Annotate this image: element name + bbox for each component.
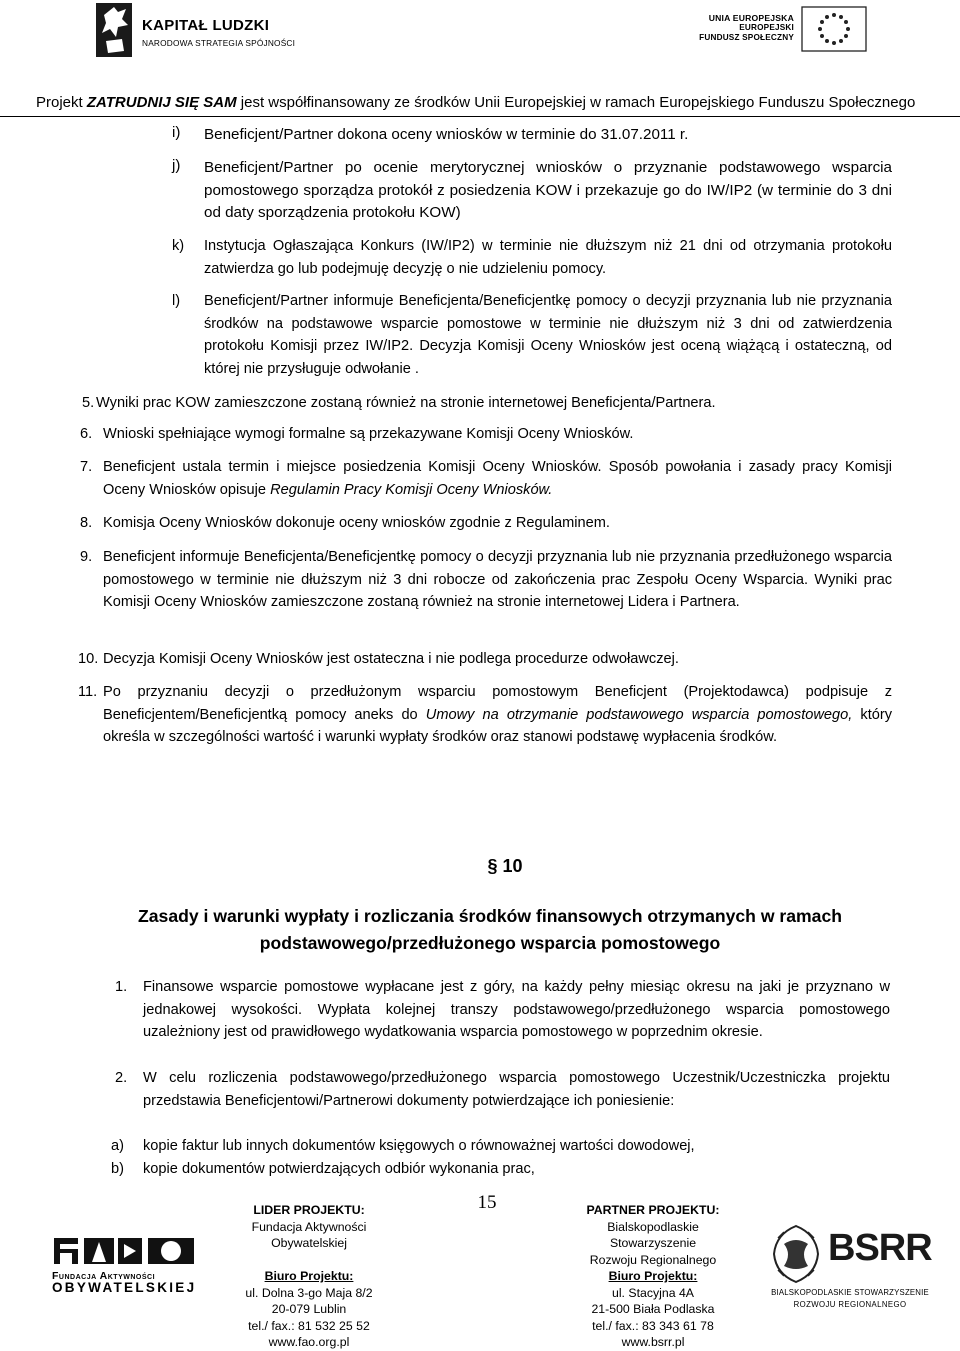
- fao-logo-line1: Fundacja Aktywności: [52, 1270, 156, 1282]
- list-label: 10.: [78, 651, 99, 667]
- list-text: Beneficjent/Partner po ocenie merytorycznej wniosków o przyznanie podstawowego wsparcia pomostowego sporządza protokół z posiedzenia KOW i przekazuje go do IW/IP2 (w terminie do 3 dni od daty sporządzenia protokołu KOW): [204, 159, 892, 222]
- partner-heading: PARTNER PROJEKTU:: [586, 1203, 720, 1217]
- fao-logo-mark-icon: [52, 1234, 198, 1268]
- partner-name2: Stowarzyszenie: [609, 1236, 697, 1250]
- list-text: kopie dokumentów potwierdzających odbiór wykonania prac,: [143, 1161, 535, 1177]
- list-text: Komisja Oceny Wniosków dokonuje oceny wniosków zgodnie z Regulaminem.: [103, 515, 610, 531]
- list-label: 5.: [82, 395, 95, 411]
- item11-text-b: który określa w szczególności wartość i warunki wypłaty środków oraz stanowi podstawę wypłacenia środków.: [103, 706, 893, 746]
- leader-heading: LIDER PROJEKTU:: [253, 1203, 365, 1217]
- eu-flag-icon: [801, 6, 867, 52]
- list-label: 6.: [80, 426, 93, 442]
- list-label: i): [172, 124, 181, 141]
- bsrr-line2: ROZWOJU REGIONALNEGO: [793, 1300, 907, 1309]
- list-text: Decyzja Komisji Oceny Wniosków jest ostateczna i nie podlega procedurze odwoławczej.: [103, 651, 679, 667]
- list-text: Wnioski spełniające wymogi formalne są przekazywane Komisji Oceny Wniosków.: [103, 426, 634, 442]
- list-label: k): [172, 238, 185, 254]
- leader-name2: Obywatelskiej: [271, 1236, 347, 1250]
- leader-addr2: 20-079 Lublin: [271, 1302, 347, 1316]
- partner-column: [568, 1202, 738, 1351]
- fao-logo-line2: OBYWATELSKIEJ: [52, 1280, 197, 1295]
- bsrr-letters: BSRR: [828, 1227, 932, 1269]
- leader-column: [224, 1202, 394, 1351]
- partner-office: Biuro Projektu:: [608, 1269, 698, 1283]
- list-text: W celu rozliczenia podstawowego/przedłużonego wsparcia pomostowego Uczestnik/Uczestniczka projektu przedstawia Beneficjentowi/Partnerowi dokumenty potwierdzające ich poniesienie:: [143, 1070, 890, 1109]
- leader-www: www.fao.org.pl: [268, 1335, 350, 1349]
- project-suffix: jest współfinansowany ze środków Unii Europejskiej w ramach Europejskiego Funduszu Społecznego: [240, 94, 916, 111]
- page-number: 15: [477, 1192, 497, 1213]
- list-text: Beneficjent informuje Beneficjenta/Beneficjentkę pomocy o decyzji przyznania lub nie przyznania przedłużonego wsparcia pomostowego w terminie nie dłuższym niż 3 dni robocze od zakończenia prac Zespołu Oceny Wsparcia. Wyniki prac Komisji Oceny Wniosków zamieszczone zostaną również na stronie internetowej Lidera i Partnera.: [103, 549, 892, 611]
- kapital-ludzki-subtitle: NARODOWA STRATEGIA SPÓJNOŚCI: [142, 38, 296, 48]
- partner-phone: tel./ fax.: 83 343 61 78: [592, 1318, 714, 1333]
- project-prefix: Projekt: [36, 94, 83, 111]
- list-label: 11.: [78, 684, 98, 700]
- partner-name3: Rozwoju Regionalnego: [589, 1252, 717, 1267]
- leader-name1: Fundacja Aktywności: [251, 1219, 367, 1234]
- project-name: ZATRUDNIJ SIĘ SAM: [86, 94, 237, 111]
- section-number: § 10: [487, 856, 523, 876]
- item7-italic: Regulamin Pracy Komisji Oceny Wniosków.: [270, 481, 553, 498]
- section-title: [60, 903, 920, 957]
- list-label: 1.: [115, 979, 128, 995]
- kapital-ludzki-title: KAPITAŁ LUDZKI: [142, 17, 270, 34]
- list-text: Wyniki prac KOW zamieszczone zostaną również na stronie internetowej Beneficjenta/Partnera.: [96, 395, 716, 411]
- partner-addr1: ul. Stacyjna 4A: [611, 1285, 695, 1300]
- partner-addr2: 21-500 Biała Podlaska: [591, 1302, 715, 1316]
- list-label: 7.: [80, 459, 93, 475]
- bsrr-line1: BIALSKOPODLASKIE STOWARZYSZENIE: [771, 1288, 929, 1297]
- eu-text-block: [650, 13, 794, 43]
- item11-text-a: Po przyznaniu decyzji o przedłużonym wsparciu pomostowym Beneficjent (Projektodawca) podpisuje z Beneficjentem/Beneficjentką pomocy aneks do: [103, 684, 892, 723]
- bsrr-emblem-icon: [770, 1224, 822, 1284]
- eu-line2: EUROPEJSKI: [739, 23, 794, 32]
- bsrr-logo: [770, 1222, 930, 1312]
- list-text: Beneficjent/Partner informuje Beneficjenta/Beneficjentkę pomocy o decyzji przyznania lub nie przyznania środków na podstawowe wsparcie pomostowe w terminie nie dłuższym niż 3 dni od zatwierdzenia protokołu Komisji przez IW/IP2. Decyzja Komisji Oceny Wniosków jest oceną wiążącą i ostateczną, od której nie przysługuje odwołanie .: [204, 293, 892, 377]
- item7-text: Beneficjent ustala termin i miejsce posiedzenia Komisji Oceny Wniosków. Sposób powołania i zasady pracy Komisji Oceny Wniosków opisuje: [103, 459, 892, 498]
- project-funding-line: [36, 94, 915, 111]
- list-label: j): [172, 157, 181, 174]
- leader-office: Biuro Projektu:: [264, 1269, 354, 1283]
- fao-logo: [52, 1234, 198, 1298]
- list-label: 9.: [80, 549, 93, 565]
- list-label: 8.: [80, 515, 93, 531]
- leader-phone: tel./ fax.: 81 532 25 52: [248, 1318, 370, 1333]
- list-label: b): [111, 1161, 124, 1177]
- list-text: [103, 681, 892, 749]
- list-text: Beneficjent/Partner dokona oceny wniosków w terminie do 31.07.2011 r.: [204, 126, 689, 143]
- section-title-line1: Zasady i warunki wypłaty i rozliczania środków finansowych otrzymanych w ramach: [138, 906, 842, 926]
- leader-addr1: ul. Dolna 3-go Maja 8/2: [245, 1285, 373, 1300]
- list-text: kopie faktur lub innych dokumentów księgowych o równoważnej wartości dowodowej,: [143, 1138, 695, 1154]
- list-text: Instytucja Ogłaszająca Konkurs (IW/IP2) w terminie nie dłuższym niż 21 dni od otrzymania protokołu zatwierdza go lub podejmuję decyzję o nie udzieleniu pomocy.: [204, 238, 892, 277]
- list-text: [103, 456, 892, 501]
- eu-line3: FUNDUSZ SPOŁECZNY: [699, 33, 794, 42]
- item11-italic: Umowy na otrzymanie podstawowego wsparcia pomostowego,: [425, 706, 853, 723]
- list-label: 2.: [115, 1070, 128, 1086]
- list-label: l): [172, 293, 181, 309]
- partner-name1: Bialskopodlaskie: [607, 1219, 699, 1234]
- eu-line1: UNIA EUROPEJSKA: [708, 13, 794, 23]
- header-divider: [0, 116, 960, 117]
- section-title-line2: podstawowego/przedłużonego wsparcia pomostowego: [259, 933, 721, 953]
- header: [0, 0, 960, 118]
- kapital-ludzki-logo-icon: [96, 3, 136, 57]
- list-text: Finansowe wsparcie pomostowe wypłacane jest z góry, na każdy pełny miesiąc okresu na jaki je przyznano w jednakowej wysokości. Wypłata kolejnej transzy podstawowego/przedłużonego wsparcia pomostowego uzależniony jest od prawidłowego wydatkowania wsparcia pomostowego w poprzednim okresie.: [143, 979, 890, 1041]
- partner-www: www.bsrr.pl: [621, 1335, 685, 1349]
- list-label: a): [111, 1138, 124, 1154]
